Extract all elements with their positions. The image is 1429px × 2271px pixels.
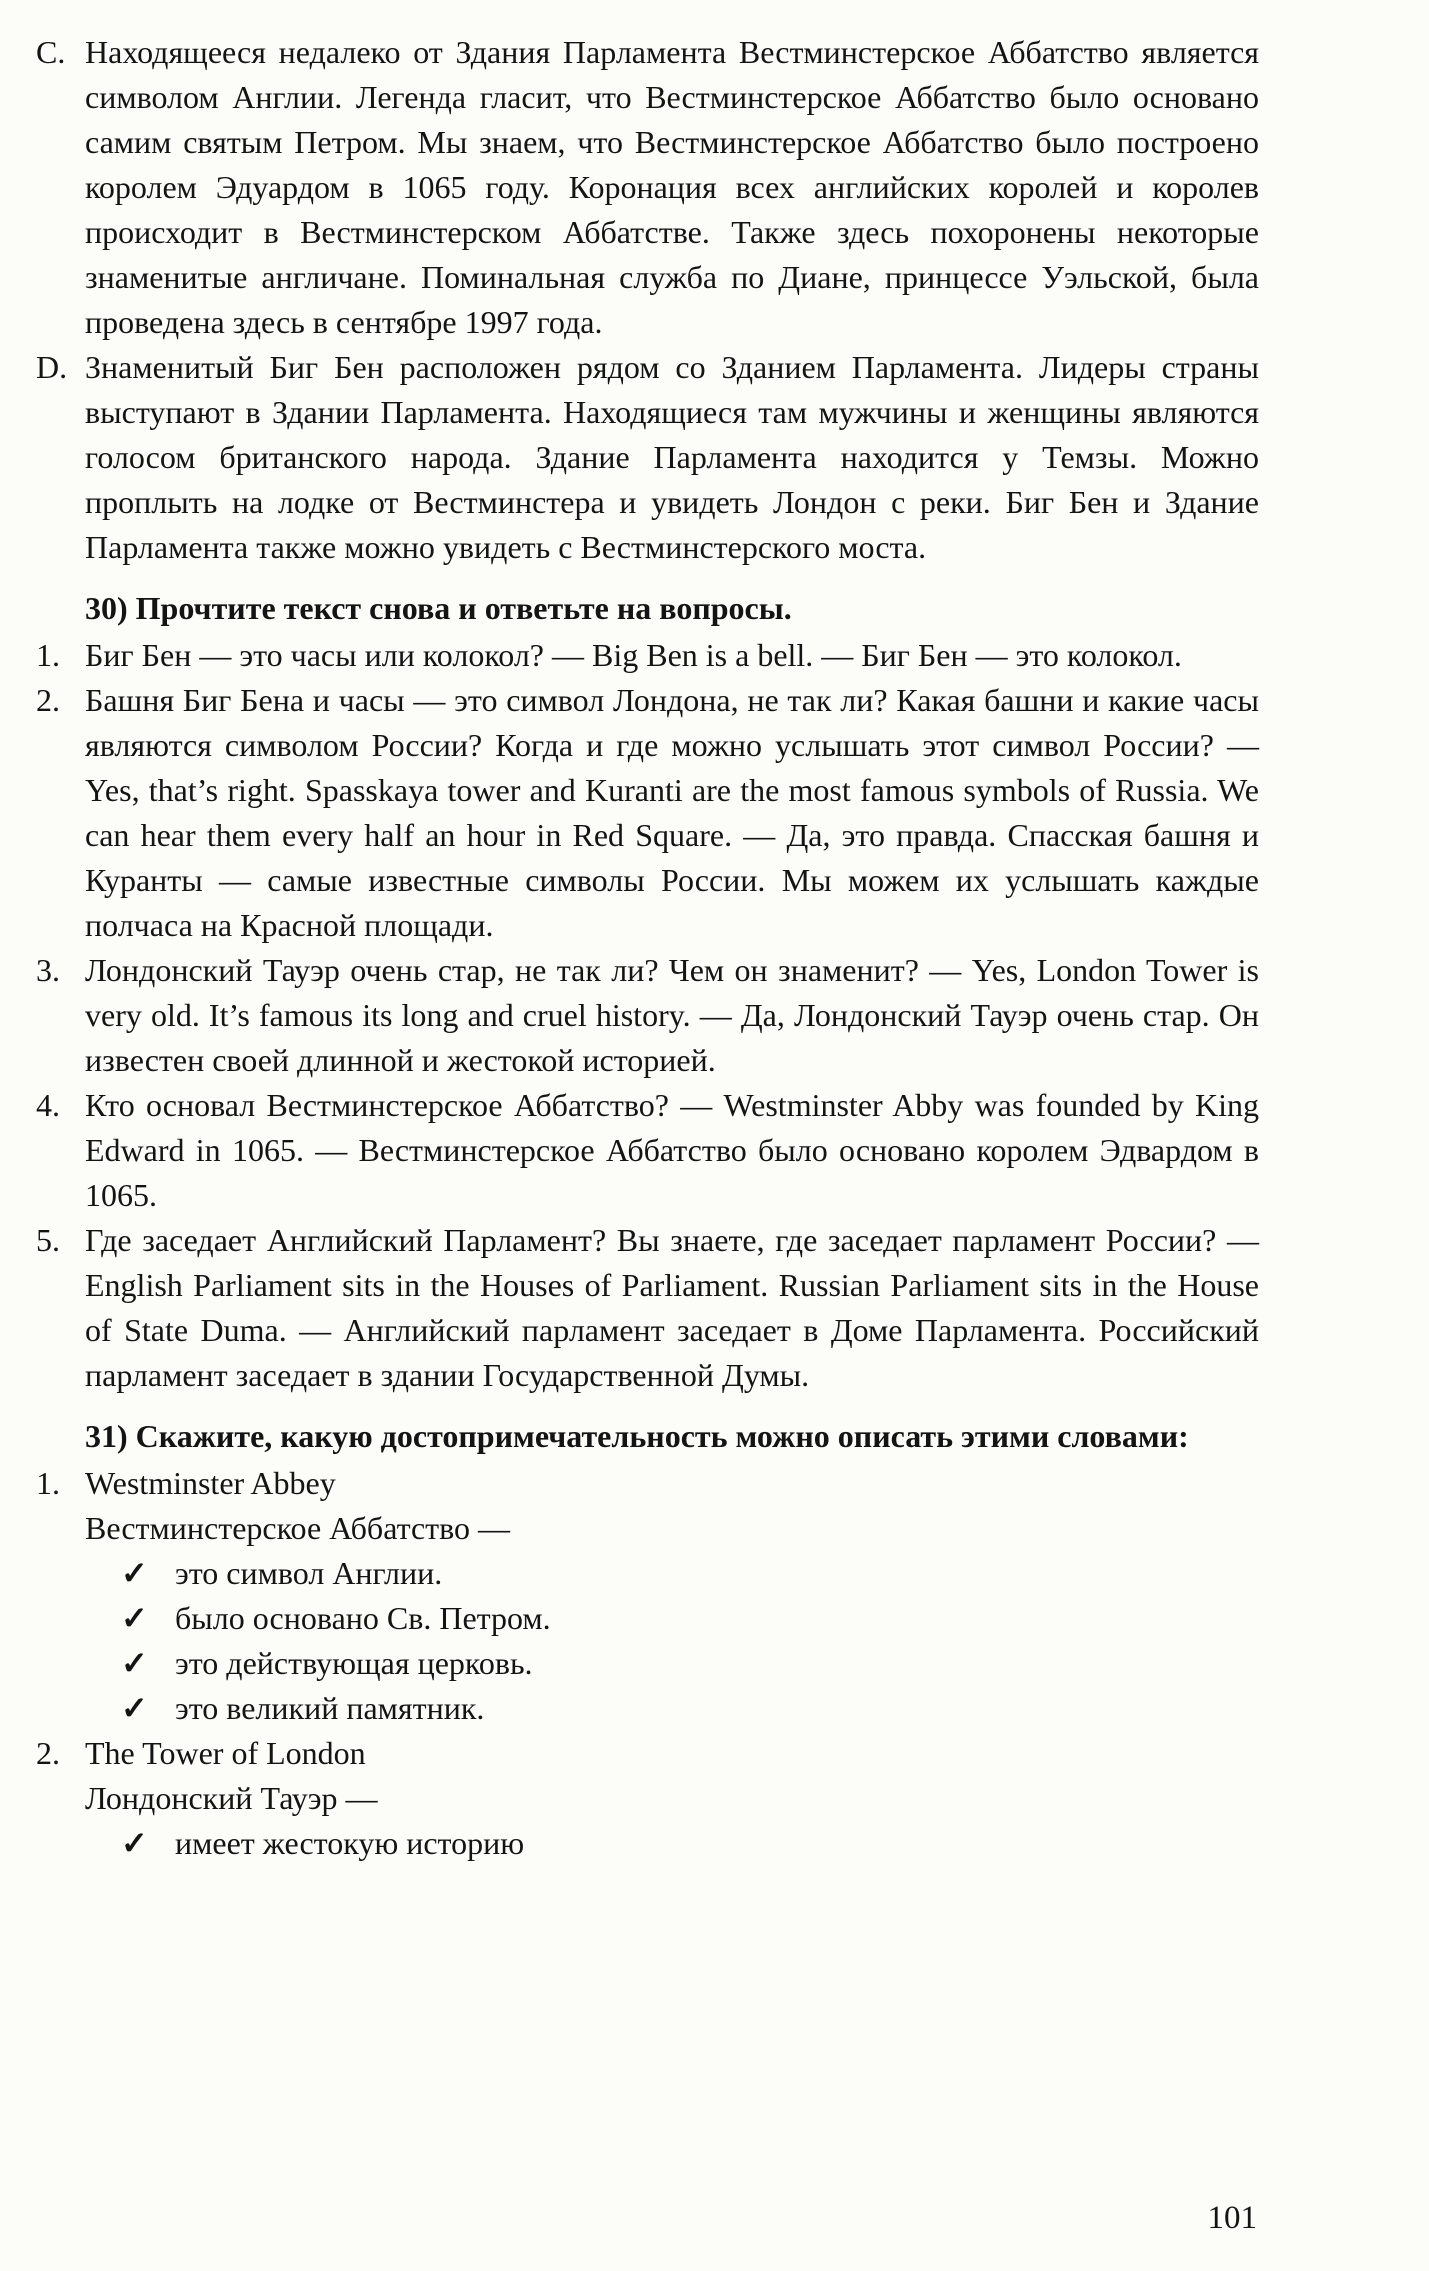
list-item bbox=[36, 1083, 1259, 1218]
check-text: это символ Англии. bbox=[175, 1555, 443, 1591]
check-text: это великий памятник. bbox=[175, 1690, 485, 1726]
list-item bbox=[36, 633, 1259, 678]
paragraph-c bbox=[36, 30, 1259, 345]
check-item bbox=[121, 1596, 1259, 1641]
landmark-title: The Tower of London bbox=[85, 1735, 366, 1771]
check-text: имеет жестокую историю bbox=[175, 1825, 525, 1861]
exercise-31-heading: 31) Скажите, какую достопримечательность можно описать этими словами: bbox=[85, 1418, 1189, 1454]
check-icon: ✓ bbox=[121, 1825, 148, 1861]
list-item bbox=[36, 678, 1259, 948]
paragraph-text: Находящееся недалеко от Здания Парламента Вестминстерское Аббатство является символом Англии. Легенда гласит, что Вестминстерское Аббатство было основано самим святым Петром. Мы знаем, что Вестминстерское Аббатство было построено королем Эдуардом в 1065 году. Коронация всех английских королей и королев происходит в Вестминстерском Аббатстве. Также здесь похоронены некоторые знаменитые англичане. Поминальная служба по Диане, принцессе Уэльской, была проведена здесь в сентябре 1997 года. bbox=[85, 34, 1259, 340]
check-text: было основано Св. Петром. bbox=[175, 1600, 551, 1636]
check-icon: ✓ bbox=[121, 1645, 148, 1681]
check-item bbox=[121, 1686, 1259, 1731]
list-item-number: 1. bbox=[36, 1465, 60, 1501]
landmark-subtitle: Вестминстерское Аббатство — bbox=[85, 1510, 511, 1546]
exercise-30-heading: 30) Прочтите текст снова и ответьте на вопросы. bbox=[85, 590, 792, 626]
list-item-text: Кто основал Вестминстерское Аббатство? — Westminster Abby was founded by King Edward in 1065. — Вестминстерское Аббатство было основано королем Эдвардом в 1065. bbox=[85, 1087, 1259, 1213]
paragraph-label: C. bbox=[36, 34, 66, 70]
list-item-text: Башня Биг Бена и часы — это символ Лондона, не так ли? Какая башни и какие часы являются символом России? Когда и где можно услышать этот символ России? — Yes, that’s right. Spasskaya tower and Kuranti are the most famous symbols of Russia. We can hear them every half an hour in Red Square. — Да, это правда. Спасская башня и Куранты — самые известные символы России. Мы можем их услышать каждые полчаса на Красной площади. bbox=[85, 682, 1259, 943]
list-item-text: Лондонский Тауэр очень стар, не так ли? Чем он знаменит? — Yes, London Tower is very old. It’s famous its long and cruel history. — Да, Лондонский Тауэр очень стар. Он известен своей длинной и жестокой историей. bbox=[85, 952, 1259, 1078]
check-icon: ✓ bbox=[121, 1600, 148, 1636]
check-item bbox=[121, 1641, 1259, 1686]
list-item-number: 2. bbox=[36, 682, 60, 718]
paragraph-text: Знаменитый Биг Бен расположен рядом со Зданием Парламента. Лидеры страны выступают в Здании Парламента. Находящиеся там мужчины и женщины являются голосом британского народа. Здание Парламента находится у Темзы. Можно проплыть на лодке от Вестминстера и увидеть Лондон с реки. Биг Бен и Здание Парламента также можно увидеть с Вестминстерского моста. bbox=[85, 349, 1259, 565]
list-item-number: 1. bbox=[36, 637, 60, 673]
list-item-number: 3. bbox=[36, 952, 60, 988]
list-item-number: 2. bbox=[36, 1735, 60, 1771]
check-icon: ✓ bbox=[121, 1690, 148, 1726]
check-item bbox=[121, 1821, 1259, 1866]
landmark-title: Westminster Abbey bbox=[85, 1465, 336, 1501]
check-item bbox=[121, 1551, 1259, 1596]
list-item bbox=[36, 1461, 1259, 1731]
paragraph-d bbox=[36, 345, 1259, 570]
page-number: 101 bbox=[1207, 2200, 1257, 2236]
list-item-text: Биг Бен — это часы или колокол? — Big Ben is a bell. — Биг Бен — это колокол. bbox=[85, 637, 1182, 673]
list-item bbox=[36, 1218, 1259, 1398]
landmark-subtitle: Лондонский Тауэр — bbox=[85, 1780, 378, 1816]
paragraph-label: D. bbox=[36, 349, 68, 385]
list-item-number: 5. bbox=[36, 1222, 60, 1258]
check-icon: ✓ bbox=[121, 1555, 148, 1591]
list-item bbox=[36, 1731, 1259, 1866]
list-item-number: 4. bbox=[36, 1087, 60, 1123]
check-text: это действующая церковь. bbox=[175, 1645, 533, 1681]
list-item bbox=[36, 948, 1259, 1083]
list-item-text: Где заседает Английский Парламент? Вы знаете, где заседает парламент России? — English Parliament sits in the Houses of Parliament. Russian Parliament sits in the House of State Duma. — Английский парламент заседает в Доме Парламента. Российский парламент заседает в здании Государственной Думы. bbox=[85, 1222, 1259, 1393]
